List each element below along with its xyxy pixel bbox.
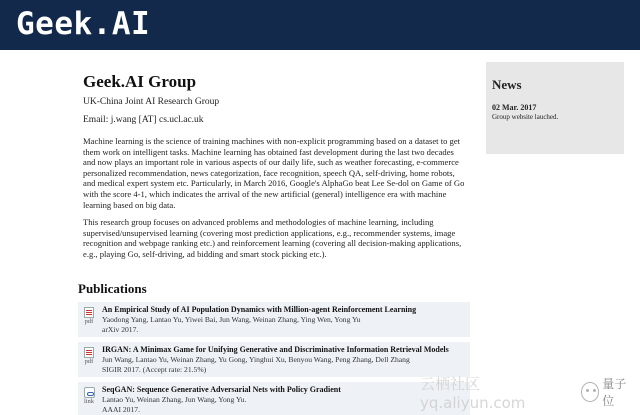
pdf-icon [84, 307, 94, 318]
publications-heading: Publications [78, 281, 147, 296]
news-heading: News [492, 77, 522, 92]
publication-authors: Yaodong Yang, Lantao Yu, Yiwei Bai, Jun Wang, Weinan Zhang, Ying Wen, Yong Yu [102, 315, 361, 324]
publication-authors: Lantao Yu, Weinan Zhang, Jun Wang, Yong Yu. [102, 395, 247, 404]
publication-title[interactable]: IRGAN: A Minimax Game for Unifying Generative and Discriminative Information Retrieval Models [102, 345, 449, 354]
publication-title[interactable]: SeqGAN: Sequence Generative Adversarial Nets with Policy Gradient [102, 385, 341, 394]
publication-item [78, 302, 470, 337]
news-date: 02 Mar. 2017 [492, 103, 537, 112]
news-item-text: Group website lauched. [492, 113, 559, 121]
pdf-link[interactable] [82, 307, 96, 334]
intro-paragraph-1: Machine learning is the science of training machines with non-explicit programming based on a dataset to get them work on intelligent tasks. Machine learning has obtained fast development during the last two decades and now plays an important role in various aspects of our daily life, such as weather forecasting, e-commerce personalized recommendation, news categorization, face recognition, speech QA, self-driving, home robots, and medical expert system etc. Particularly, in March 2016, Google's AlphaGo beat Lee Se-dol on Game of Go with the score 4-1, which indicates the arrival of the new artificial (general) intelligence era with machine learning based on big data. [83, 136, 465, 210]
pdf-icon [84, 347, 94, 358]
pdf-link[interactable] [82, 347, 96, 374]
site-logo[interactable]: Geek.AI [16, 6, 151, 42]
publication-authors: Jun Wang, Lantao Yu, Weinan Zhang, Yu Gong, Yinghui Xu, Benyou Wang, Peng Zhang, Dell Zhang [102, 355, 410, 364]
intro-section [83, 72, 468, 260]
intro-paragraph-2: This research group focuses on advanced problems and methodologies of machine learning, including supervised/unsupervised learning (covering most prediction applications, e.g., recommender systems, image recognition and webpage ranking etc.) and reinforcement learning (covering all decision-making applications, e.g., playing Go, self-driving, ad bidding and smart stock picking etc.). [83, 217, 462, 259]
page-subtitle: UK-China Joint AI Research Group [83, 97, 220, 107]
page-title: Geek.AI Group [83, 72, 197, 91]
publication-title[interactable]: An Empirical Study of AI Population Dynamics with Million-agent Reinforcement Learning [102, 305, 417, 314]
watermark [420, 374, 635, 412]
link-icon [84, 387, 95, 398]
publication-item [78, 382, 470, 415]
publication-venue: SIGIR 2017. (Accept rate: 21.5%) [102, 364, 207, 374]
wechat-icon [581, 382, 599, 402]
pdf-icon-label: pdf [84, 318, 94, 325]
publication-item [78, 342, 470, 377]
news-panel [486, 62, 624, 154]
publication-venue: arXiv 2017. [102, 324, 139, 334]
pdf-icon-label: pdf [84, 358, 94, 365]
contact-email: Email: j.wang [AT] cs.ucl.ac.uk [83, 115, 204, 125]
publication-list [78, 302, 470, 415]
external-link[interactable] [82, 387, 96, 414]
watermark-text: 云栖社区 yq.aliyun.com [420, 374, 526, 412]
header-bar [0, 0, 640, 50]
link-icon-label: link [83, 398, 95, 405]
publication-venue: AAAI 2017. [102, 404, 140, 414]
watermark-brand: 量子位 [602, 377, 627, 408]
